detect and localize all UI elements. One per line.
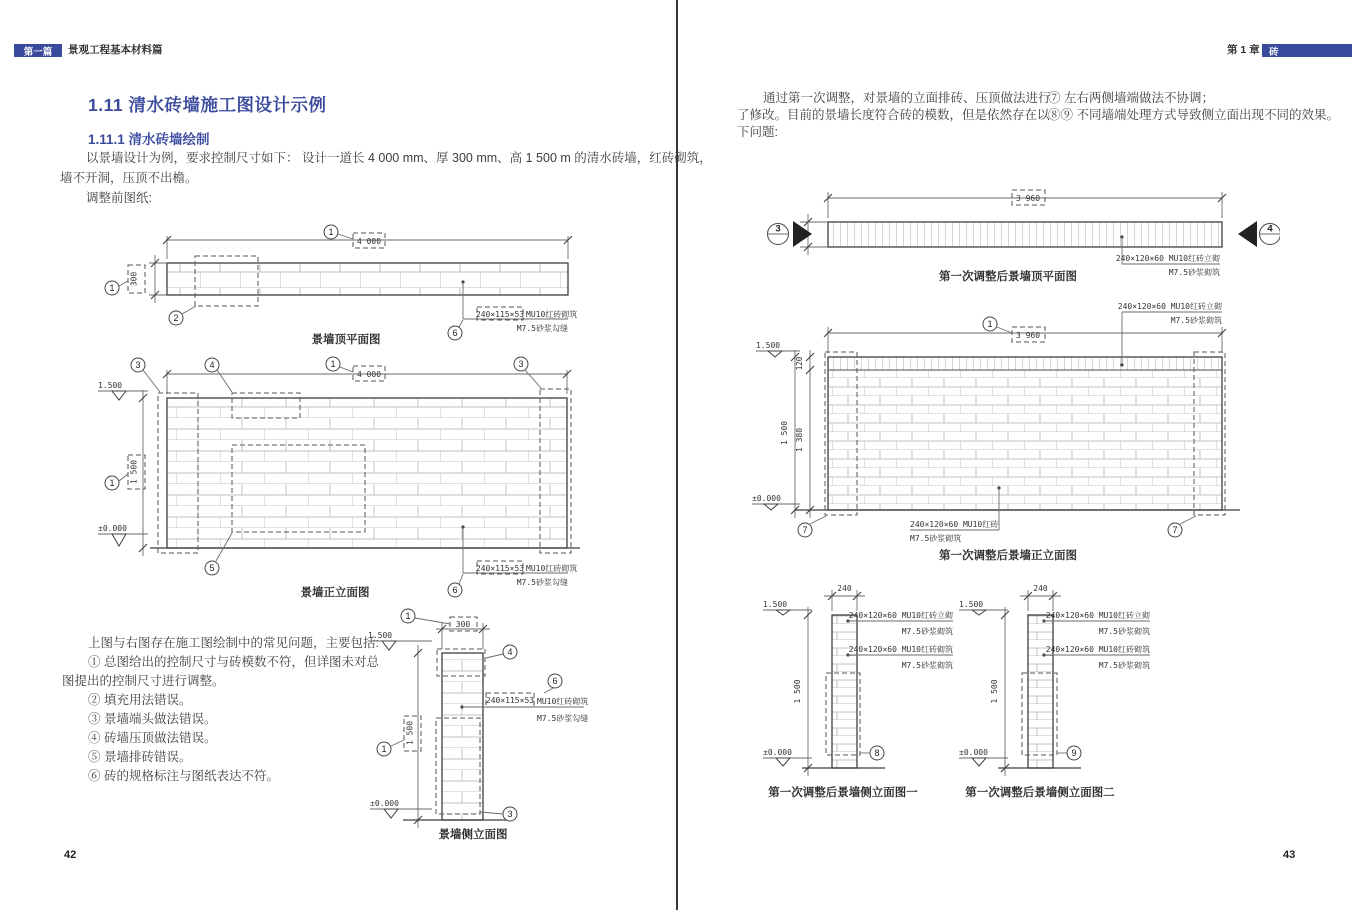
spec-callout-1: [1042, 610, 1150, 636]
spec2-line-2: M7.5砂浆砌筑: [1098, 661, 1150, 670]
spec-line-2: M7.5砂浆砌筑: [1168, 268, 1220, 277]
part-label-badge: [14, 44, 62, 57]
plan-caption: 景墙顶平面图: [311, 334, 381, 346]
problem-2: ② 填充用法错误。: [88, 693, 192, 707]
balloon-4: 4: [507, 647, 513, 657]
level-bottom: ±0.000: [370, 799, 399, 808]
level-markers: [959, 600, 1008, 766]
balloon-6: 6: [452, 585, 458, 595]
dimension-width: [1020, 584, 1061, 611]
problem-6: ⑥ 砖的规格标注与图纸表达不符。: [88, 769, 279, 783]
spec-callout-2: [846, 644, 953, 670]
dim-width-text: 300: [129, 271, 139, 287]
level-top: 1.500: [959, 600, 984, 609]
balloon-1: 1: [405, 611, 411, 621]
balloon-1: 1: [987, 319, 993, 329]
front-caption: 景墙正立面图: [300, 587, 370, 599]
adjust-paragraph-col2: [1048, 90, 1339, 124]
spec-callout-1: [846, 610, 953, 636]
level-top: 1.500: [368, 631, 393, 640]
dim-height-text: 1 500: [990, 679, 999, 704]
spec-brick: MU10红砖砌筑: [526, 564, 578, 573]
balloon-5: 5: [209, 563, 215, 573]
level-bottom: ±0.000: [959, 748, 988, 757]
balloon-4: 4: [209, 360, 215, 370]
spec-line-1: 240×120×60 MU10红砖立砌: [1115, 254, 1220, 263]
drawing-adjusted-side-1: [748, 578, 975, 810]
drawing-adjusted-front: [748, 298, 1280, 565]
subsection-title: 1.11.1 清水砖墙绘制: [88, 132, 210, 147]
wall-plan: [167, 263, 568, 295]
balloon-6: 6: [452, 328, 458, 338]
col2-line-2: ⑧⑨ 不同墙端处理方式导致侧立面出现不同的效果。: [1048, 107, 1339, 122]
spec-mortar: M7.5砂浆勾缝: [537, 714, 589, 723]
adjust-paragraph-col1: [737, 90, 1051, 140]
chapter-title-badge: [1262, 44, 1352, 57]
intro-line-2: 墙不开洞，压顶不出檐。: [60, 171, 198, 185]
spec-callout-2: [1042, 644, 1150, 670]
dimension-height: [793, 607, 812, 776]
balloon-3-left: 3: [135, 360, 141, 370]
problem-1a: ① 总图给出的控制尺寸与砖模数不符，但详图未对总: [88, 655, 379, 669]
level-bottom: ±0.000: [752, 494, 781, 503]
dimension-length: [824, 190, 1226, 218]
dim-length-text: 4 000: [356, 237, 382, 246]
problems-intro: 上图与右图存在施工图绘制中的常见问题，主要包括:: [88, 636, 379, 650]
spec1-line-2: M7.5砂浆砌筑: [901, 627, 953, 636]
dim-length-text: 3 960: [1015, 194, 1041, 203]
level-markers: [752, 341, 800, 510]
page-divider: [676, 0, 678, 910]
balloon-6: 6: [552, 676, 558, 686]
dimension-width: [105, 255, 167, 303]
spec-mortar: M7.5砂浆勾缝: [516, 578, 568, 587]
balloon-1: 1: [328, 227, 334, 237]
level-bottom: ±0.000: [763, 748, 792, 757]
spec1-line-1: 240×120×60 MU10红砖立砌: [1045, 611, 1150, 620]
plan-caption: 第一次调整后景墙顶平面图: [939, 271, 1077, 282]
spec-brick: MU10红砖砌筑: [537, 697, 589, 706]
page-number-right: 43: [1283, 849, 1296, 861]
drawing-wall-plan-before: [95, 222, 585, 347]
col1-line-2: 了修改。目前的景墙长度符合砖的模数，但是依然存在以: [737, 107, 1050, 122]
balloon-8: 8: [874, 748, 880, 758]
spec1-line-1: 240×120×60 MU10红砖立砌: [848, 611, 953, 620]
chapter-label: 第 1 章: [1227, 44, 1260, 56]
spec-bottom-1: 240×120×60 MU10红砖: [910, 520, 999, 529]
section-right-number: 4: [1267, 223, 1273, 235]
chapter-title: 砖: [1269, 46, 1279, 58]
section-title: 1.11 清水砖墙施工图设计示例: [88, 95, 327, 115]
spec1-line-2: M7.5砂浆砌筑: [1098, 627, 1150, 636]
level-bottom: ±0.000: [98, 524, 127, 533]
intro-line-1: 以景墙设计为例，要求控制尺寸如下： 设计一道长 4 000 mm、厚 300 mm、高 1 500 m 的清水砖墙，红砖砌筑，: [86, 151, 712, 165]
part-title: 景观工程基本材料篇: [68, 44, 163, 56]
side2-caption: 第一次调整后景墙侧立面图二: [965, 787, 1115, 799]
problem-5: ⑤ 景墙排砖错误。: [88, 750, 192, 764]
level-top: 1.500: [98, 381, 123, 390]
balloon-3-right: 3: [518, 359, 524, 369]
dim-height-text: 1 500: [793, 679, 802, 704]
spec-brick: MU10红砖砌筑: [526, 310, 578, 319]
dimension-length: [163, 357, 571, 394]
dim-length-text: 4 000: [356, 370, 382, 379]
balloon-7-right: 7: [1172, 525, 1178, 535]
dimension-length: [163, 225, 572, 259]
dim-height-total: 1 500: [780, 420, 789, 446]
dim-width-text: 240: [1033, 584, 1048, 593]
dim-height-text: 1 500: [129, 459, 139, 485]
problem-4: ④ 砖墙压顶做法错误。: [88, 731, 217, 745]
spec-bottom-2: M7.5砂浆砌筑: [910, 534, 962, 543]
page-number-left: 42: [64, 849, 77, 861]
balloon-3: 3: [507, 809, 513, 819]
side1-caption: 第一次调整后景墙侧立面图一: [768, 787, 918, 799]
balloon-1: 1: [330, 359, 336, 369]
drawing-adjusted-side-2: [943, 578, 1175, 810]
section-left-number: 3: [775, 223, 781, 235]
spec-top-1: 240×120×60 MU10红砖立砌: [1117, 302, 1222, 311]
side-caption: 景墙侧立面图: [438, 829, 508, 841]
dimension-width: [824, 584, 865, 611]
level-top: 1.500: [763, 600, 788, 609]
level-markers: [98, 381, 148, 546]
drawing-adjusted-plan: [748, 180, 1280, 282]
level-markers: [368, 631, 432, 818]
problem-1b: 图提出的控制尺寸进行调整。: [62, 674, 225, 688]
level-markers: [763, 600, 812, 766]
dim-length-text: 3 960: [1015, 331, 1041, 340]
balloon-7-left: 7: [802, 525, 808, 535]
drawing-wall-side-before: [358, 598, 610, 845]
dimension-height: [990, 607, 1009, 776]
balloon-1b: 1: [109, 283, 115, 293]
dim-body: 1 380: [795, 427, 804, 453]
dimension-width: [401, 609, 490, 649]
dim-width-text: 240: [837, 584, 852, 593]
part-label: 第一篇: [23, 46, 53, 58]
wall-side: [802, 615, 885, 768]
wall-side: [403, 653, 513, 820]
dim-width-text: 300: [455, 620, 471, 629]
wall-side: [998, 615, 1081, 768]
intro-line-3: 调整前图纸:: [86, 191, 152, 205]
problems-list: [62, 634, 392, 786]
dimension-length: [824, 317, 1226, 353]
wall-plan: [828, 222, 1222, 247]
front-caption: 第一次调整后景墙正立面图: [939, 550, 1077, 562]
spec2-line-2: M7.5砂浆砌筑: [901, 661, 953, 670]
level-top: 1.500: [756, 341, 781, 350]
col2-line-1: ⑦ 左右两侧墙端做法不协调；: [1048, 91, 1214, 105]
col1-line-1: 通过第一次调整，对景墙的立面排砖、压顶做法进行: [763, 91, 1051, 105]
problem-3: ③ 景墙端头做法错误。: [88, 712, 217, 726]
spec2-line-1: 240×120×60 MU10红砖砌筑: [848, 645, 953, 654]
dim-height-text: 1 500: [405, 720, 415, 746]
balloon-2: 2: [173, 313, 179, 323]
spec2-line-1: 240×120×60 MU10红砖砌筑: [1045, 645, 1150, 654]
intro-paragraph: [60, 148, 712, 208]
dimension-heights: [780, 350, 814, 518]
dim-cap-course: 120: [795, 356, 804, 371]
balloon-1h: 1: [109, 478, 115, 488]
spec-size: 240×115×53: [475, 310, 525, 319]
col1-line-3: 下问题:: [737, 124, 778, 139]
section-marker-right: [1238, 221, 1280, 247]
spec-mortar: M7.5砂浆勾缝: [516, 324, 568, 333]
spec-top-2: M7.5砂浆砌筑: [1170, 316, 1222, 325]
wall-front: [795, 357, 1240, 510]
drawing-wall-front-before: [95, 352, 595, 604]
balloon-1h: 1: [381, 744, 387, 754]
balloon-9: 9: [1071, 748, 1077, 758]
spec-size: 240×115×53: [485, 696, 535, 705]
spec-size: 240×115×53: [475, 564, 525, 573]
